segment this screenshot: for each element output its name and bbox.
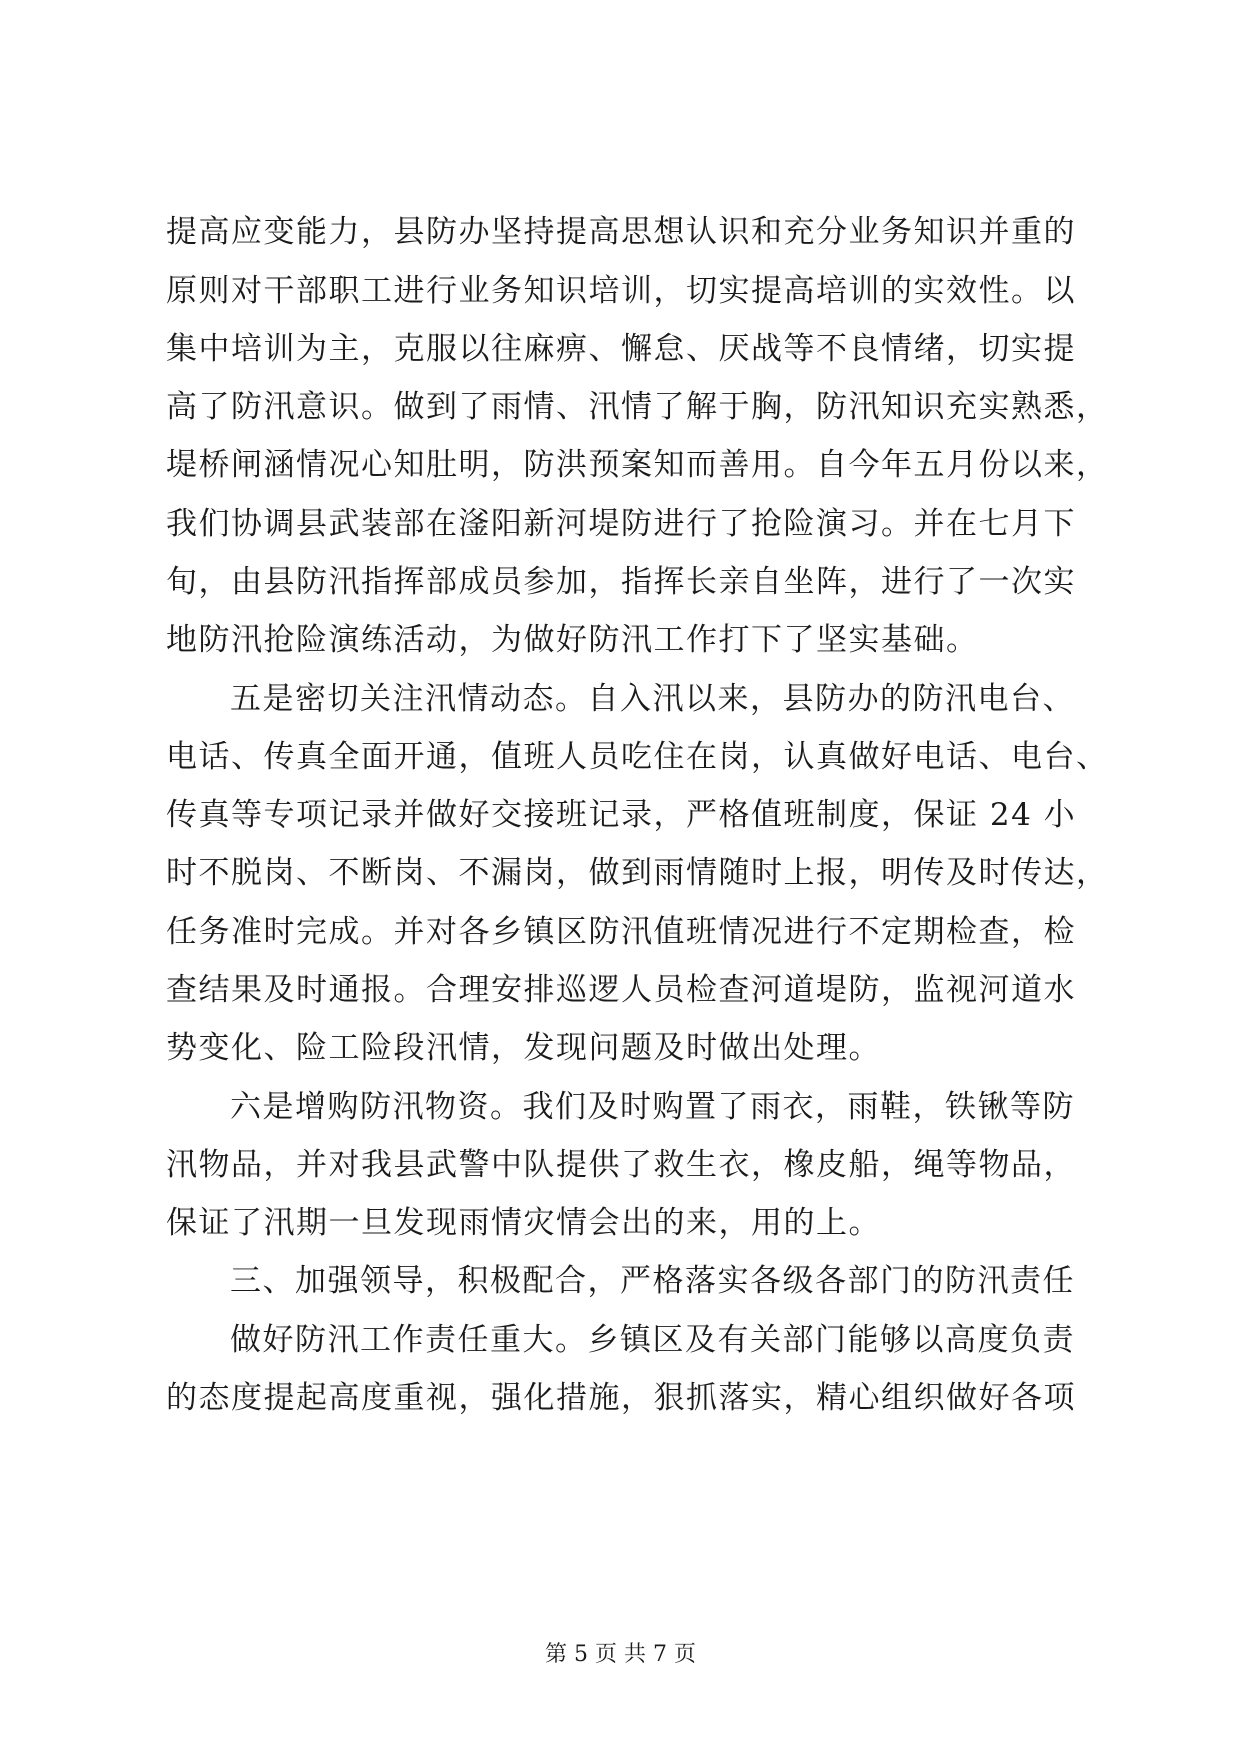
paragraph-first-line: 五是密切关注汛情动态。自入汛以来，县防办的防汛电台、 [230, 681, 1075, 717]
text-line: 高了防汛意识。做到了雨情、汛情了解于胸，防汛知识充实熟悉， [166, 389, 1109, 425]
text-line: 提高应变能力，县防办坚持提高思想认识和充分业务知识并重的 [166, 214, 1076, 250]
text-line: 传真等专项记录并做好交接班记录，严格值班制度，保证 24 小 [166, 797, 1077, 833]
text-line: 保证了汛期一旦发现雨情灾情会出的来，用的上。 [166, 1205, 881, 1241]
text-line: 原则对干部职工进行业务知识培训，切实提高培训的实效性。以 [166, 273, 1076, 309]
section-heading: 三、加强领导，积极配合，严格落实各级各部门的防汛责任 [230, 1263, 1075, 1299]
text-line: 堤桥闸涵情况心知肚明，防洪预案知而善用。自今年五月份以来， [166, 447, 1109, 483]
text-line: 的态度提起高度重视，强化措施，狠抓落实，精心组织做好各项 [166, 1380, 1076, 1416]
paragraph-first-line: 六是增购防汛物资。我们及时购置了雨衣，雨鞋，铁锹等防 [230, 1089, 1075, 1125]
text-line: 查结果及时通报。合理安排巡逻人员检查河道堤防，监视河道水 [166, 972, 1076, 1008]
text-line: 集中培训为主，克服以往麻痹、懈怠、厌战等不良情绪，切实提 [166, 331, 1076, 367]
text-line: 电话、传真全面开通，值班人员吃住在岗，认真做好电话、电台、 [166, 739, 1109, 775]
text-line: 时不脱岗、不断岗、不漏岗，做到雨情随时上报，明传及时传达， [166, 855, 1109, 891]
text-line: 汛物品，并对我县武警中队提供了救生衣，橡皮船，绳等物品， [166, 1147, 1076, 1183]
text-line: 地防汛抢险演练活动，为做好防汛工作打下了坚实基础。 [166, 622, 979, 658]
text-line: 任务准时完成。并对各乡镇区防汛值班情况进行不定期检查，检 [166, 914, 1076, 950]
text-line: 势变化、险工险段汛情，发现问题及时做出处理。 [166, 1030, 881, 1066]
paragraph-first-line: 做好防汛工作责任重大。乡镇区及有关部门能够以高度负责 [230, 1322, 1075, 1358]
text-line: 我们协调县武装部在滏阳新河堤防进行了抢险演习。并在七月下 [166, 506, 1076, 542]
page-footer: 第 5 页 共 7 页 [545, 1642, 696, 1667]
text-line: 旬，由县防汛指挥部成员参加，指挥长亲自坐阵，进行了一次实 [166, 564, 1076, 600]
